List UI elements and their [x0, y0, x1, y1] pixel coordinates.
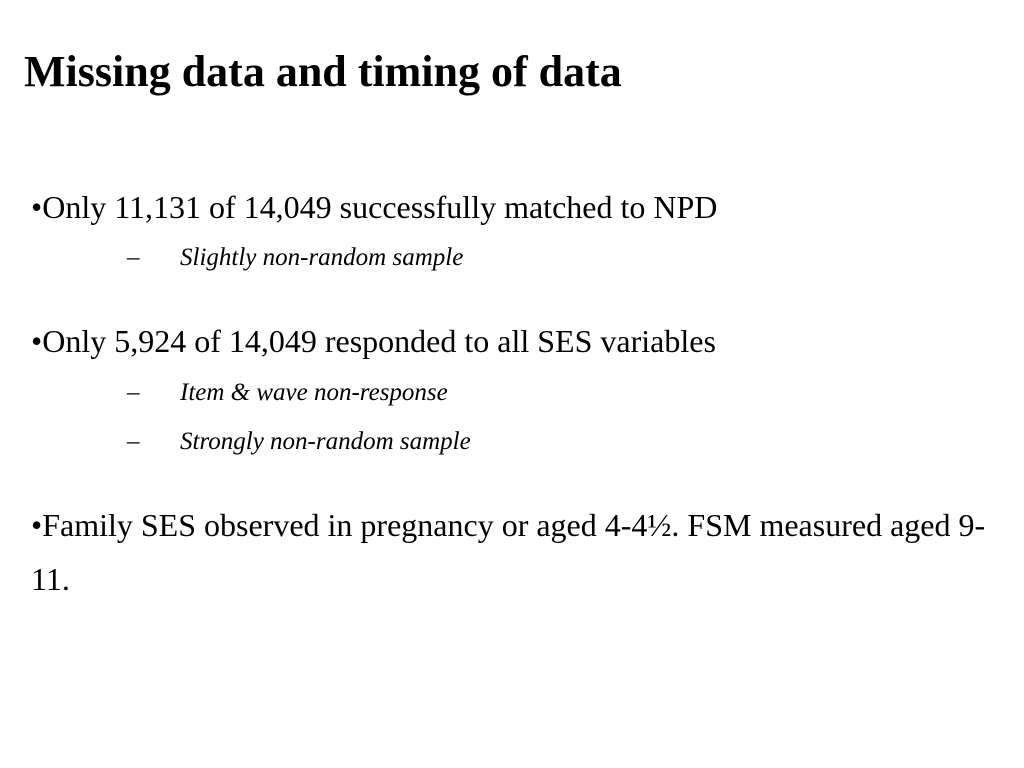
dash-marker: – [127, 244, 140, 271]
sub-bullet-text: Item & wave non-response [180, 379, 448, 406]
bullet-item [31, 314, 991, 368]
bullet-item [31, 498, 991, 606]
bullet-marker: • [31, 189, 43, 225]
bullet-item [31, 180, 991, 234]
bullet-text: Only 11,131 of 14,049 successfully matched to NPD [42, 189, 718, 225]
bullet-text: Family SES observed in pregnancy or aged 4-4½. FSM measured aged 9-11. [31, 507, 986, 597]
bullet-marker: • [31, 507, 43, 543]
slide-title: Missing data and timing of data [24, 47, 622, 96]
bullet-text: Only 5,924 of 14,049 responded to all SES variables [42, 323, 716, 359]
bullet-marker: • [31, 323, 43, 359]
sub-bullet-text: Strongly non-random sample [180, 428, 471, 455]
dash-marker: – [127, 428, 140, 455]
sub-bullet-text: Slightly non-random sample [180, 244, 464, 271]
dash-marker: – [127, 379, 140, 406]
